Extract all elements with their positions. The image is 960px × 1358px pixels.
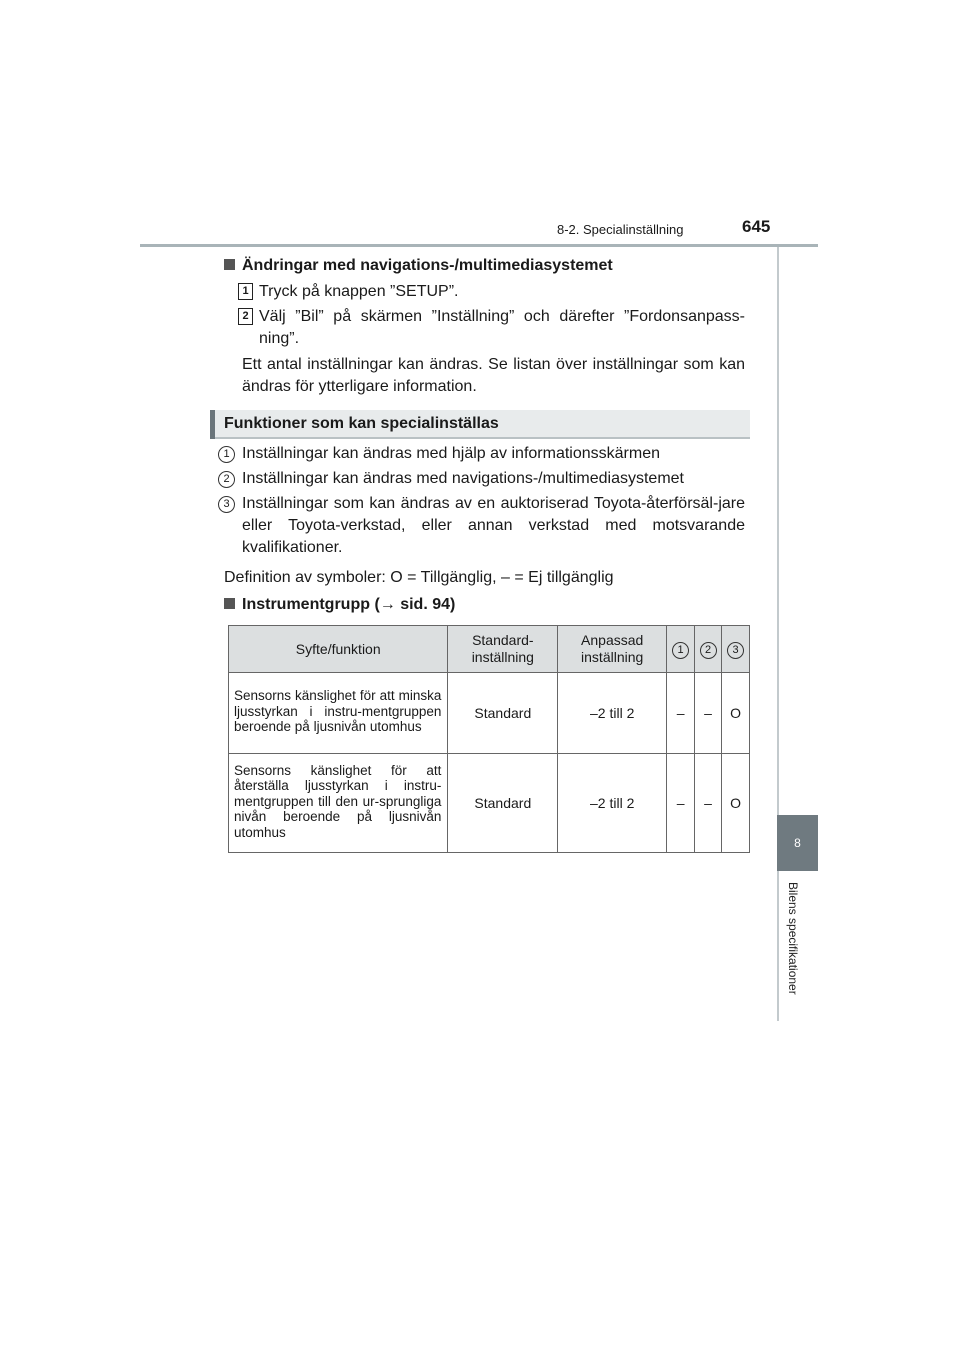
header-col-1 xyxy=(667,626,695,673)
row-col-2: – xyxy=(695,673,722,754)
table-row xyxy=(229,754,750,853)
header-col-2 xyxy=(695,626,722,673)
settings-table xyxy=(228,625,750,853)
row-default: Standard xyxy=(448,673,558,754)
row-col-2: – xyxy=(695,754,722,853)
side-divider-lower xyxy=(777,871,779,1021)
row-col-1: – xyxy=(667,673,695,754)
header-custom-label: Anpassad inställning xyxy=(581,632,644,665)
square-bullet-icon xyxy=(224,259,235,270)
band-accent xyxy=(210,410,215,439)
row-col-1: – xyxy=(667,754,695,853)
step-number-1: 1 xyxy=(238,283,253,300)
row-function: Sensorns känslighet för att återställa ljusstyrkan i instru-mentgruppen till den ur-sprungliga nivån beroende på ljusnivån utomhus xyxy=(229,754,448,853)
header-circle-2: 2 xyxy=(700,642,717,659)
row-col-3: O xyxy=(722,673,750,754)
side-divider xyxy=(777,247,779,815)
legend-number-1: 1 xyxy=(218,446,235,463)
table-header-row xyxy=(229,626,750,673)
section-title: 8-2. Specialinställning xyxy=(557,222,684,237)
legend-number-2: 2 xyxy=(218,471,235,488)
step-1-text: Tryck på knappen ”SETUP”. xyxy=(259,283,459,300)
step-2-text: Välj ”Bil” på skärmen ”Inställning” och därefter ”Fordonsanpass-ning”. xyxy=(259,308,745,347)
legend-text-1: Inställningar kan ändras med hjälp av informationsskärmen xyxy=(242,445,660,462)
table-row xyxy=(229,673,750,754)
section-heading: Ändringar med navigations-/multimediasystemet xyxy=(224,255,613,277)
header-custom xyxy=(558,626,667,673)
legend-text-3: Inställningar som kan ändras av en auktoriserad Toyota-återförsäl-jare eller Toyota-verkstad, eller annan verkstad med motsvarande kvalifikationer. xyxy=(242,495,745,556)
legend-text-2: Inställningar kan ändras med navigations-/multimediasystemet xyxy=(242,470,684,487)
header-circle-3: 3 xyxy=(727,642,744,659)
header-col-3 xyxy=(722,626,750,673)
chapter-tab[interactable]: 8 xyxy=(777,815,818,871)
settings-note: Ett antal inställningar kan ändras. Se listan över inställningar som kan ändras för ytterligare information. xyxy=(242,356,745,395)
legend-number-3: 3 xyxy=(218,496,235,513)
band-title: Funktioner som kan specialinställas xyxy=(224,415,499,432)
step-number-2: 2 xyxy=(238,308,253,325)
page-number: 645 xyxy=(742,217,771,236)
section-band xyxy=(210,410,750,439)
subsection-heading: Instrumentgrupp (→ sid. 94) xyxy=(224,594,455,616)
header-default-label: Standard-inställning xyxy=(471,632,534,665)
row-custom: –2 till 2 xyxy=(558,754,667,853)
header-circle-1: 1 xyxy=(672,642,689,659)
row-function: Sensorns känslighet för att minska ljusstyrkan i instru-mentgruppen beroende på ljusnivån utomhus xyxy=(229,673,448,754)
header-function: Syfte/funktion xyxy=(229,626,448,673)
row-default: Standard xyxy=(448,754,558,853)
row-col-3: O xyxy=(722,754,750,853)
header-default xyxy=(448,626,558,673)
symbol-definition: Definition av symboler: O = Tillgänglig, – = Ej tillgänglig xyxy=(224,569,614,586)
row-custom: –2 till 2 xyxy=(558,673,667,754)
square-bullet-icon xyxy=(224,598,235,609)
chapter-label: Bilens specifikationer xyxy=(786,882,800,995)
header-divider xyxy=(140,244,818,247)
